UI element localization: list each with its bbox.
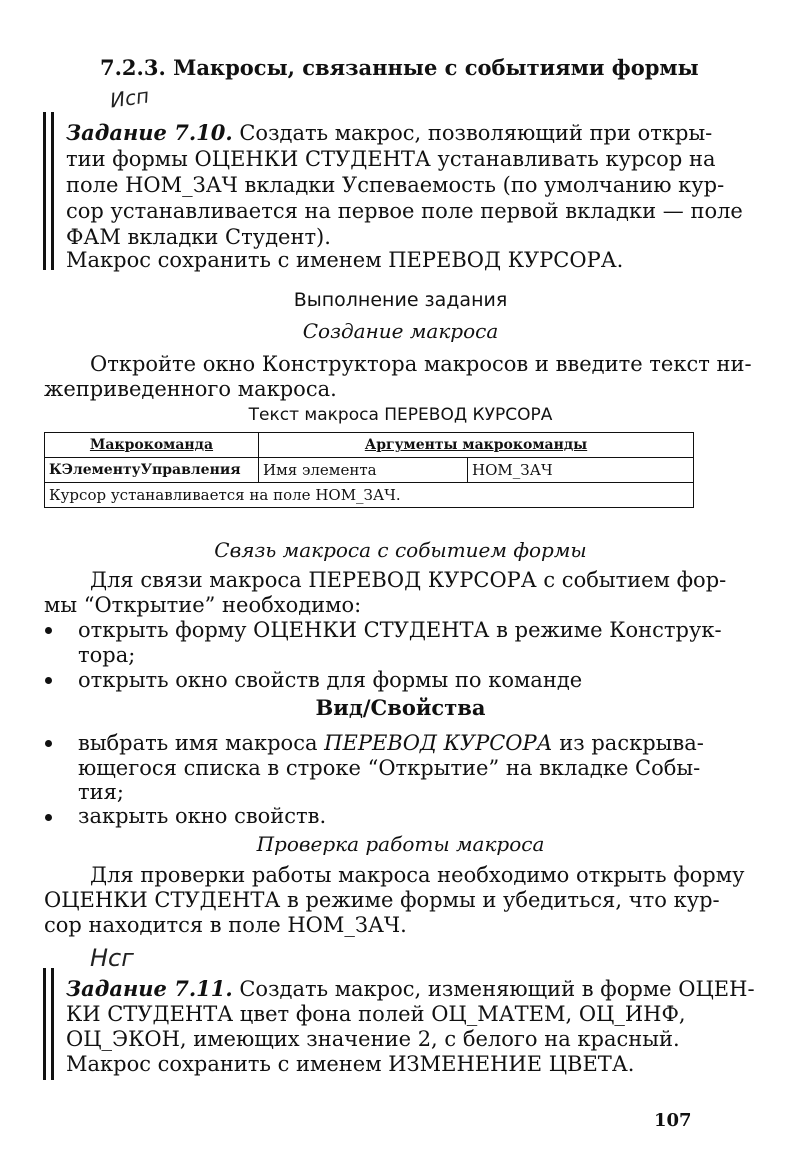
handwritten-mark: Нсг xyxy=(90,944,134,972)
header-macro: Макрокоманда xyxy=(45,433,259,458)
task-7-10-line-1: Задание 7.10. Создать макрос, позволяющий при откры- xyxy=(66,120,713,145)
cell-arg-name: Имя элемента xyxy=(259,458,468,483)
header-args: Аргументы макрокоманды xyxy=(259,433,694,458)
bullet-dot xyxy=(45,740,52,747)
view-properties-command: Вид/Свойства xyxy=(315,695,486,720)
bullet-1-line-1: открыть форму ОЦЕНКИ СТУДЕНТА в режиме Конструк- xyxy=(78,618,722,642)
task-7-11-line-2: КИ СТУДЕНТА цвет фона полей ОЦ_МАТЕМ, ОЦ_ИНФ, xyxy=(66,1002,686,1026)
macro-name-italic: ПЕРЕВОД КУРСОРА xyxy=(324,731,553,755)
bullet-3-line-3: тия; xyxy=(78,780,124,804)
creation-para-line-1: Откройте окно Конструктора макросов и введите текст ни- xyxy=(90,352,752,376)
bullet-dot xyxy=(45,677,52,684)
bullet-dot xyxy=(45,627,52,634)
table-row xyxy=(45,458,694,483)
task-7-11-line-4: Макрос сохранить с именем ИЗМЕНЕНИЕ ЦВЕТА. xyxy=(66,1052,635,1076)
bullet-dot xyxy=(45,814,52,821)
task-7-10-line-2: тии формы ОЦЕНКИ СТУДЕНТА устанавливать курсор на xyxy=(66,147,716,171)
check-para-line-3: сор находится в поле НОМ_ЗАЧ. xyxy=(44,913,407,937)
task-7-10-line-4: сор устанавливается на первое поле первой вкладки — поле xyxy=(66,199,743,223)
handwritten-mark: Исп xyxy=(108,83,151,113)
cell-arg-value: НОМ_ЗАЧ xyxy=(468,458,694,483)
task-7-10-line-5: ФАМ вкладки Студент). xyxy=(66,225,331,249)
table-header-row xyxy=(45,433,694,458)
bullet-3-line-2: ющегося списка в строке “Открытие” на вкладке Собы- xyxy=(78,756,701,780)
task-7-11-line-3: ОЦ_ЭКОН, имеющих значение 2, с белого на красный. xyxy=(66,1027,680,1051)
task-7-10-line-3: поле НОМ_ЗАЧ вкладки Успеваемость (по умолчанию кур- xyxy=(66,173,725,197)
bullet-4: закрыть окно свойств. xyxy=(78,804,327,828)
page-number: 107 xyxy=(654,1110,692,1131)
macro-table xyxy=(44,432,694,508)
cell-note: Курсор устанавливается на поле НОМ_ЗАЧ. xyxy=(45,483,694,508)
cell-macro: КЭлементуУправления xyxy=(45,458,259,483)
margin-bar-right xyxy=(51,968,54,1080)
check-heading: Проверка работы макроса xyxy=(256,832,545,856)
table-note-row xyxy=(45,483,694,508)
check-para-line-1: Для проверки работы макроса необходимо открыть форму xyxy=(90,863,745,887)
margin-bar-right xyxy=(51,112,54,270)
link-para-line-2: мы “Открытие” необходимо: xyxy=(44,593,362,617)
task-7-11-label: Задание 7.11. xyxy=(66,976,233,1001)
section-title: 7.2.3. Макросы, связанные с событиями формы xyxy=(100,55,699,80)
table-caption: Текст макроса ПЕРЕВОД КУРСОРА xyxy=(248,405,553,425)
check-para-line-2: ОЦЕНКИ СТУДЕНТА в режиме формы и убедиться, что кур- xyxy=(44,888,720,912)
link-para-line-1: Для связи макроса ПЕРЕВОД КУРСОРА с событием фор- xyxy=(90,568,727,592)
bullet-2: открыть окно свойств для формы по команде xyxy=(78,668,583,692)
link-heading: Связь макроса с событием формы xyxy=(214,538,587,562)
bullet-3-line-1: выбрать имя макроса ПЕРЕВОД КУРСОРА из раскрыва- xyxy=(78,731,704,755)
task-7-11-line-1: Задание 7.11. Создать макрос, изменяющий в форме ОЦЕН- xyxy=(66,976,755,1001)
task-7-10-label: Задание 7.10. xyxy=(66,120,233,145)
margin-bar-left xyxy=(43,112,46,270)
margin-bar-left xyxy=(43,968,46,1080)
creation-heading: Создание макроса xyxy=(302,319,499,343)
creation-para-line-2: жеприведенного макроса. xyxy=(44,377,337,401)
bullet-1-line-2: тора; xyxy=(78,643,136,667)
execution-heading: Выполнение задания xyxy=(293,289,508,311)
task-7-10-line-6: Макрос сохранить с именем ПЕРЕВОД КУРСОРА. xyxy=(66,248,624,272)
